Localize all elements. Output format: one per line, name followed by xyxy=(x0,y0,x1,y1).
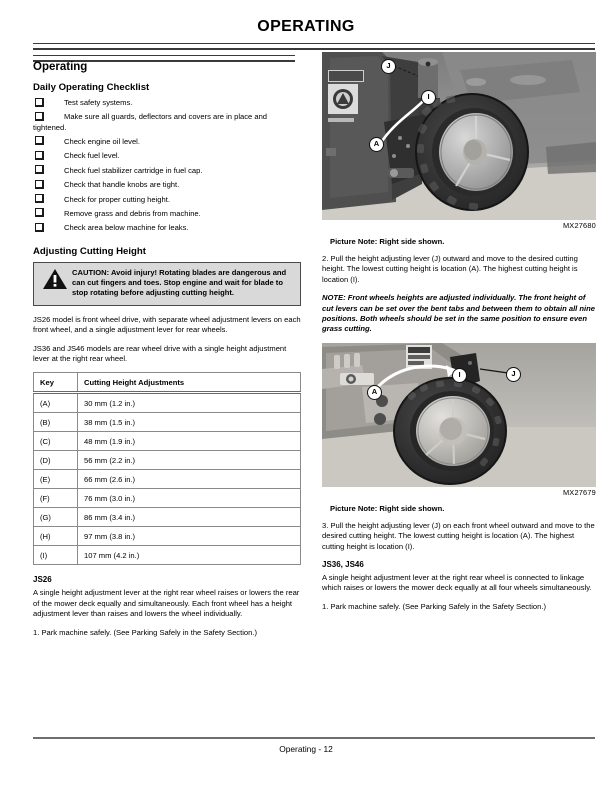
cell-cutting-height: 76 mm (3.0 in.) xyxy=(78,489,301,508)
table-row xyxy=(34,393,301,413)
checklist-item-label: Check fuel level. xyxy=(64,151,120,161)
checklist-item-label: Check fuel stabilizer cartridge in fuel cap. xyxy=(64,165,203,175)
cell-key: (E) xyxy=(34,470,78,489)
figure2-mx-number: MX27679 xyxy=(562,487,596,497)
table-row xyxy=(34,413,301,432)
callout-a-figure2: A xyxy=(367,385,382,400)
table-header-row xyxy=(34,373,301,393)
step-3: 3. Pull the height adjusting lever (J) on each front wheel outward and move to the desired cutting height. The lowest cutting height is location (A). The highest cutting height is location (I). xyxy=(322,520,595,551)
checklist-item-label: Check for proper cutting height. xyxy=(64,194,170,204)
checkbox-icon[interactable] xyxy=(35,223,44,232)
caution-text: CAUTION: Avoid injury! Rotating blades are dangerous and can cut fingers and toes. Stop engine and wait for blade to stop rotating before adjusting cutting height. xyxy=(72,267,287,298)
table-row xyxy=(34,470,301,489)
cell-key: (G) xyxy=(34,508,78,527)
checklist-item[interactable] xyxy=(33,151,301,161)
cell-key: (H) xyxy=(34,527,78,546)
table-body xyxy=(34,393,301,565)
checkbox-icon[interactable] xyxy=(35,98,44,107)
checklist-item[interactable] xyxy=(33,209,301,219)
callout-j-figure1: J xyxy=(381,59,396,74)
footer-rule xyxy=(33,737,595,739)
paragraph-js26-detail: A single height adjustment lever at the right rear wheel raises or lowers the rear of the mower deck equally and simultaneously. Each front wheel has a height adjustment lever than raises and lowers the wheel individually. xyxy=(33,588,300,619)
callout-i-figure2: I xyxy=(452,368,467,383)
callout-a-figure1: A xyxy=(369,137,384,152)
checklist-item[interactable] xyxy=(33,195,301,205)
figure-rear-wheel xyxy=(322,52,596,230)
step-js36-js46-1: 1. Park machine safely. (See Parking Safely in the Safety Section.) xyxy=(322,601,546,611)
checkbox-icon[interactable] xyxy=(35,112,44,121)
checkbox-icon[interactable] xyxy=(35,151,44,160)
table-row xyxy=(34,432,301,451)
section-heading-operating: Operating xyxy=(33,61,88,73)
callout-j-figure2: J xyxy=(506,367,521,382)
table-row xyxy=(34,451,301,470)
cell-cutting-height: 97 mm (3.8 in.) xyxy=(78,527,301,546)
warning-triangle-icon xyxy=(42,268,68,290)
cell-key: (B) xyxy=(34,413,78,432)
footer-page-label: Operating - 12 xyxy=(279,744,333,754)
front-wheel-height-adjustment-photo xyxy=(322,343,596,487)
checkbox-icon[interactable] xyxy=(35,208,44,217)
daily-operating-checklist xyxy=(33,98,301,234)
checkbox-icon[interactable] xyxy=(35,180,44,189)
header-rule-full xyxy=(33,43,595,50)
column-header-cutting-height: Cutting Height Adjustments xyxy=(78,373,301,393)
table-row xyxy=(34,489,301,508)
picture-note-1: Picture Note: Right side shown. xyxy=(330,237,445,246)
checkbox-icon[interactable] xyxy=(35,136,44,145)
table-row xyxy=(34,527,301,546)
page-title: OPERATING xyxy=(257,18,355,35)
checklist-item-label: Check area below machine for leaks. xyxy=(64,223,189,233)
table-row xyxy=(34,508,301,527)
paragraph-js36-js46-drive: JS36 and JS46 models are rear wheel drive with a single height adjustment lever at the right rear wheel. xyxy=(33,343,287,363)
checklist-item-label: Check that handle knobs are tight. xyxy=(64,180,180,190)
cell-cutting-height: 56 mm (2.2 in.) xyxy=(78,451,301,470)
figure-front-wheel xyxy=(322,343,596,497)
checklist-item-label: Check engine oil level. xyxy=(64,136,140,146)
paragraph-js36-js46-detail: A single height adjustment lever at the right rear wheel is connected to linkage which raises or lowers the mower deck equally at all four wheels simultaneously. xyxy=(322,573,592,593)
checklist-item[interactable] xyxy=(33,223,301,233)
cell-key: (I) xyxy=(34,546,78,565)
cell-key: (A) xyxy=(34,393,78,413)
cell-key: (D) xyxy=(34,451,78,470)
step-2: 2. Pull the height adjusting lever (J) outward and move to the desired cutting height. The lowest cutting height is location (A). The highest cutting height is location (I). xyxy=(322,254,578,284)
cell-cutting-height: 107 mm (4.2 in.) xyxy=(78,546,301,565)
checklist-item-label: Make sure all guards, deflectors and covers are in place and tightened. xyxy=(33,112,268,132)
heading-js36-js46: JS36, JS46 xyxy=(322,560,364,570)
cell-key: (F) xyxy=(34,489,78,508)
checklist-item-label: Test safety systems. xyxy=(64,98,133,107)
rear-wheel-height-adjustment-photo xyxy=(322,52,596,220)
checklist-item-label: Remove grass and debris from machine. xyxy=(64,208,201,218)
heading-js26: JS26 xyxy=(33,575,52,585)
checklist-item[interactable] xyxy=(33,180,301,190)
table-row xyxy=(34,546,301,565)
callout-i-figure1: I xyxy=(421,90,436,105)
left-column xyxy=(33,61,301,646)
paragraph-js26-drive: JS26 model is front wheel drive, with separate wheel adjustment levers on each front wheel, and a single adjustment lever for rear wheels. xyxy=(33,314,301,335)
cell-cutting-height: 48 mm (1.9 in.) xyxy=(78,432,301,451)
checklist-item[interactable] xyxy=(33,137,301,147)
checklist-item[interactable] xyxy=(33,98,301,108)
checkbox-icon[interactable] xyxy=(35,194,44,203)
cell-key: (C) xyxy=(34,432,78,451)
cutting-height-table xyxy=(33,372,301,565)
column-header-key: Key xyxy=(34,373,78,393)
cell-cutting-height: 30 mm (1.2 in.) xyxy=(78,393,301,413)
checklist-item[interactable] xyxy=(33,166,301,176)
step-js26-1: 1. Park machine safely. (See Parking Safely in the Safety Section.) xyxy=(33,627,257,637)
checkbox-icon[interactable] xyxy=(35,165,44,174)
picture-note-2: Picture Note: Right side shown. xyxy=(330,503,445,513)
subheading-daily-operating-checklist: Daily Operating Checklist xyxy=(33,82,150,93)
cell-cutting-height: 38 mm (1.5 in.) xyxy=(78,413,301,432)
caution-box xyxy=(33,262,301,306)
note-front-wheels: NOTE: Front wheels heights are adjusted individually. The front height of cut levers can be set over the bent tabs and between them to obtain all nine positions. Both wheels should be set in the same position to ensure even grass cutting. xyxy=(322,293,596,334)
cell-cutting-height: 66 mm (2.6 in.) xyxy=(78,470,301,489)
subheading-adjusting-cutting-height: Adjusting Cutting Height xyxy=(33,245,146,257)
figure1-mx-number: MX27680 xyxy=(562,221,596,230)
cell-cutting-height: 86 mm (3.4 in.) xyxy=(78,508,301,527)
right-column xyxy=(322,52,596,620)
checklist-item[interactable] xyxy=(33,112,301,132)
